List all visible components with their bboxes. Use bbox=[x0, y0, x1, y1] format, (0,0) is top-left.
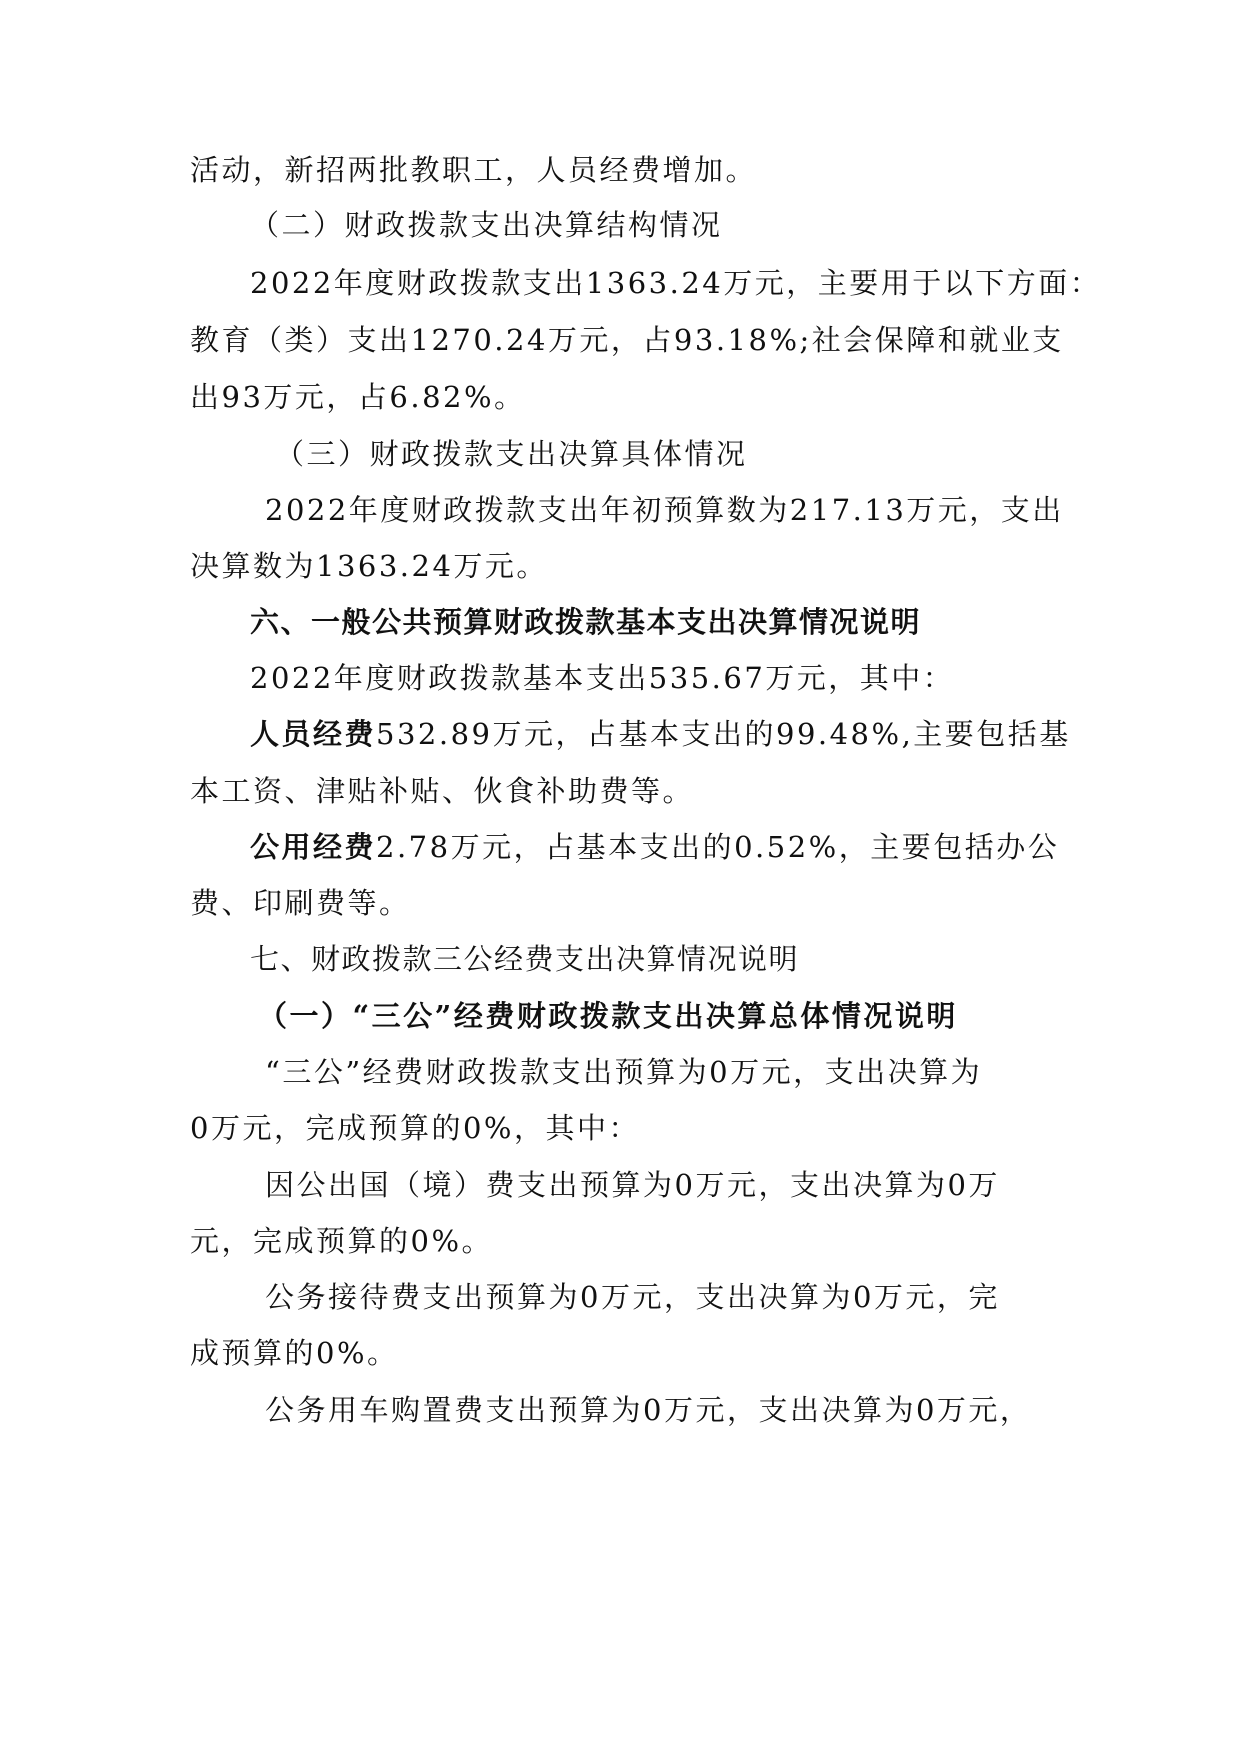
personnel-expense-label: 人员经费 bbox=[250, 717, 377, 751]
subheading-expenditure-structure: （二）财政拨款支出决算结构情况 bbox=[250, 208, 723, 242]
paragraph-line: 2022年度财政拨款支出年初预算数为217.13万元，支出 bbox=[265, 493, 1064, 527]
paragraph-line: 成预算的0%。 bbox=[190, 1336, 399, 1370]
paragraph-line: 2022年度财政拨款支出1363.24万元，主要用于以下方面： bbox=[250, 266, 1102, 300]
subheading-expenditure-details: （三）财政拨款支出决算具体情况 bbox=[275, 437, 748, 471]
paragraph-line: 0万元，完成预算的0%，其中： bbox=[190, 1111, 640, 1145]
paragraph-line: 本工资、津贴补贴、伙食补助费等。 bbox=[190, 774, 695, 808]
paragraph-line: 教育（类）支出1270.24万元，占93.18%;社会保障和就业支 bbox=[190, 323, 1064, 357]
paragraph-line: 决算数为1363.24万元。 bbox=[190, 549, 548, 583]
paragraph-line: “三公”经费财政拨款支出预算为0万元，支出决算为 bbox=[265, 1055, 983, 1089]
section-heading-three-public: 七、财政拨款三公经费支出决算情况说明 bbox=[250, 942, 800, 976]
paragraph-line: 活动，新招两批教职工，人员经费增加。 bbox=[190, 153, 758, 187]
paragraph-line-public bbox=[250, 827, 1059, 867]
paragraph-line: 2022年度财政拨款基本支出535.67万元，其中： bbox=[250, 661, 955, 695]
paragraph-line-personnel bbox=[250, 714, 1071, 754]
paragraph-line: 公务接待费支出预算为0万元，支出决算为0万元，完 bbox=[265, 1280, 1000, 1314]
subheading-three-public-overview: （一）“三公”经费财政拨款支出决算总体情况说明 bbox=[258, 999, 958, 1033]
section-heading-basic-expenditure: 六、一般公共预算财政拨款基本支出决算情况说明 bbox=[250, 605, 922, 639]
paragraph-text: 2.78万元，占基本支出的0.52%，主要包括办公 bbox=[376, 830, 1060, 864]
paragraph-line: 公务用车购置费支出预算为0万元，支出决算为0万元， bbox=[265, 1393, 1032, 1427]
paragraph-text: 532.89万元，占基本支出的99.48%,主要包括基 bbox=[376, 717, 1071, 751]
paragraph-line: 元，完成预算的0%。 bbox=[190, 1224, 494, 1258]
paragraph-line: 出93万元，占6.82%。 bbox=[190, 380, 526, 414]
paragraph-line: 费、印刷费等。 bbox=[190, 886, 411, 920]
paragraph-line: 因公出国（境）费支出预算为0万元，支出决算为0万 bbox=[265, 1168, 1000, 1202]
public-expense-label: 公用经费 bbox=[250, 830, 377, 864]
